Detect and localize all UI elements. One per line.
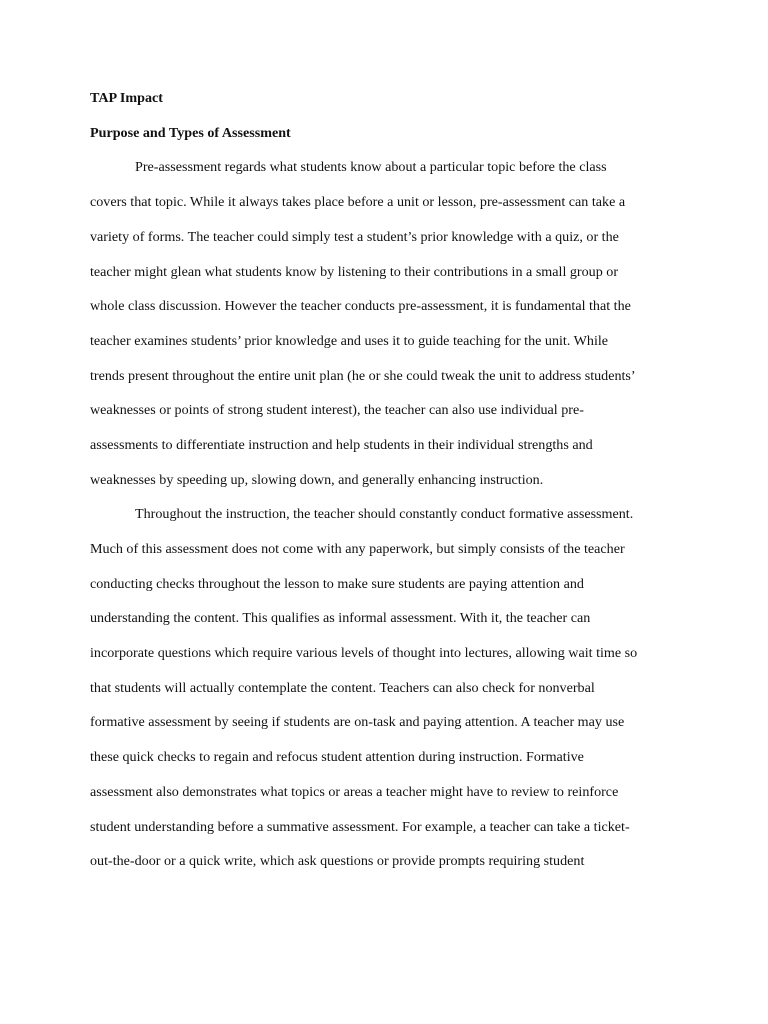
text-line: teacher might glean what students know by listening to their contributions in a small group or	[90, 264, 619, 280]
text-line: weaknesses by speeding up, slowing down, and generally enhancing instruction.	[90, 472, 544, 488]
text-line: trends present throughout the entire unit plan (he or she could tweak the unit to address students’	[90, 368, 636, 384]
text-line: assessments to differentiate instruction and help students in their individual strengths and	[90, 437, 593, 453]
document-title: TAP Impact	[90, 90, 163, 106]
text-line: student understanding before a summative assessment. For example, a teacher can take a ticket-	[90, 819, 630, 835]
text-line: understanding the content. This qualifies as informal assessment. With it, the teacher can	[90, 610, 591, 626]
text-line: variety of forms. The teacher could simply test a student’s prior knowledge with a quiz, or the	[90, 229, 619, 245]
text-line: conducting checks throughout the lesson to make sure students are paying attention and	[90, 576, 584, 592]
text-line: incorporate questions which require various levels of thought into lectures, allowing wait time so	[90, 645, 638, 661]
text-line: formative assessment by seeing if students are on-task and paying attention. A teacher may use	[90, 714, 625, 730]
text-line: teacher examines students’ prior knowledge and uses it to guide teaching for the unit. While	[90, 333, 609, 349]
text-line: out-the-door or a quick write, which ask questions or provide prompts requiring student	[90, 853, 585, 869]
text-line: weaknesses or points of strong student interest), the teacher can also use individual pre-	[90, 402, 584, 418]
text-line: covers that topic. While it always takes place before a unit or lesson, pre-assessment can take a	[90, 194, 626, 210]
text-line: Much of this assessment does not come with any paperwork, but simply consists of the teacher	[90, 541, 625, 557]
text-line: assessment also demonstrates what topics or areas a teacher might have to review to reinforce	[90, 784, 619, 800]
text-line: Throughout the instruction, the teacher should constantly conduct formative assessment.	[135, 506, 634, 522]
section-heading: Purpose and Types of Assessment	[90, 125, 291, 141]
text-line: that students will actually contemplate the content. Teachers can also check for nonverbal	[90, 680, 595, 696]
text-line: these quick checks to regain and refocus student attention during instruction. Formative	[90, 749, 584, 765]
text-line: Pre-assessment regards what students know about a particular topic before the class	[135, 159, 607, 175]
text-line: whole class discussion. However the teacher conducts pre-assessment, it is fundamental that the	[90, 298, 631, 314]
